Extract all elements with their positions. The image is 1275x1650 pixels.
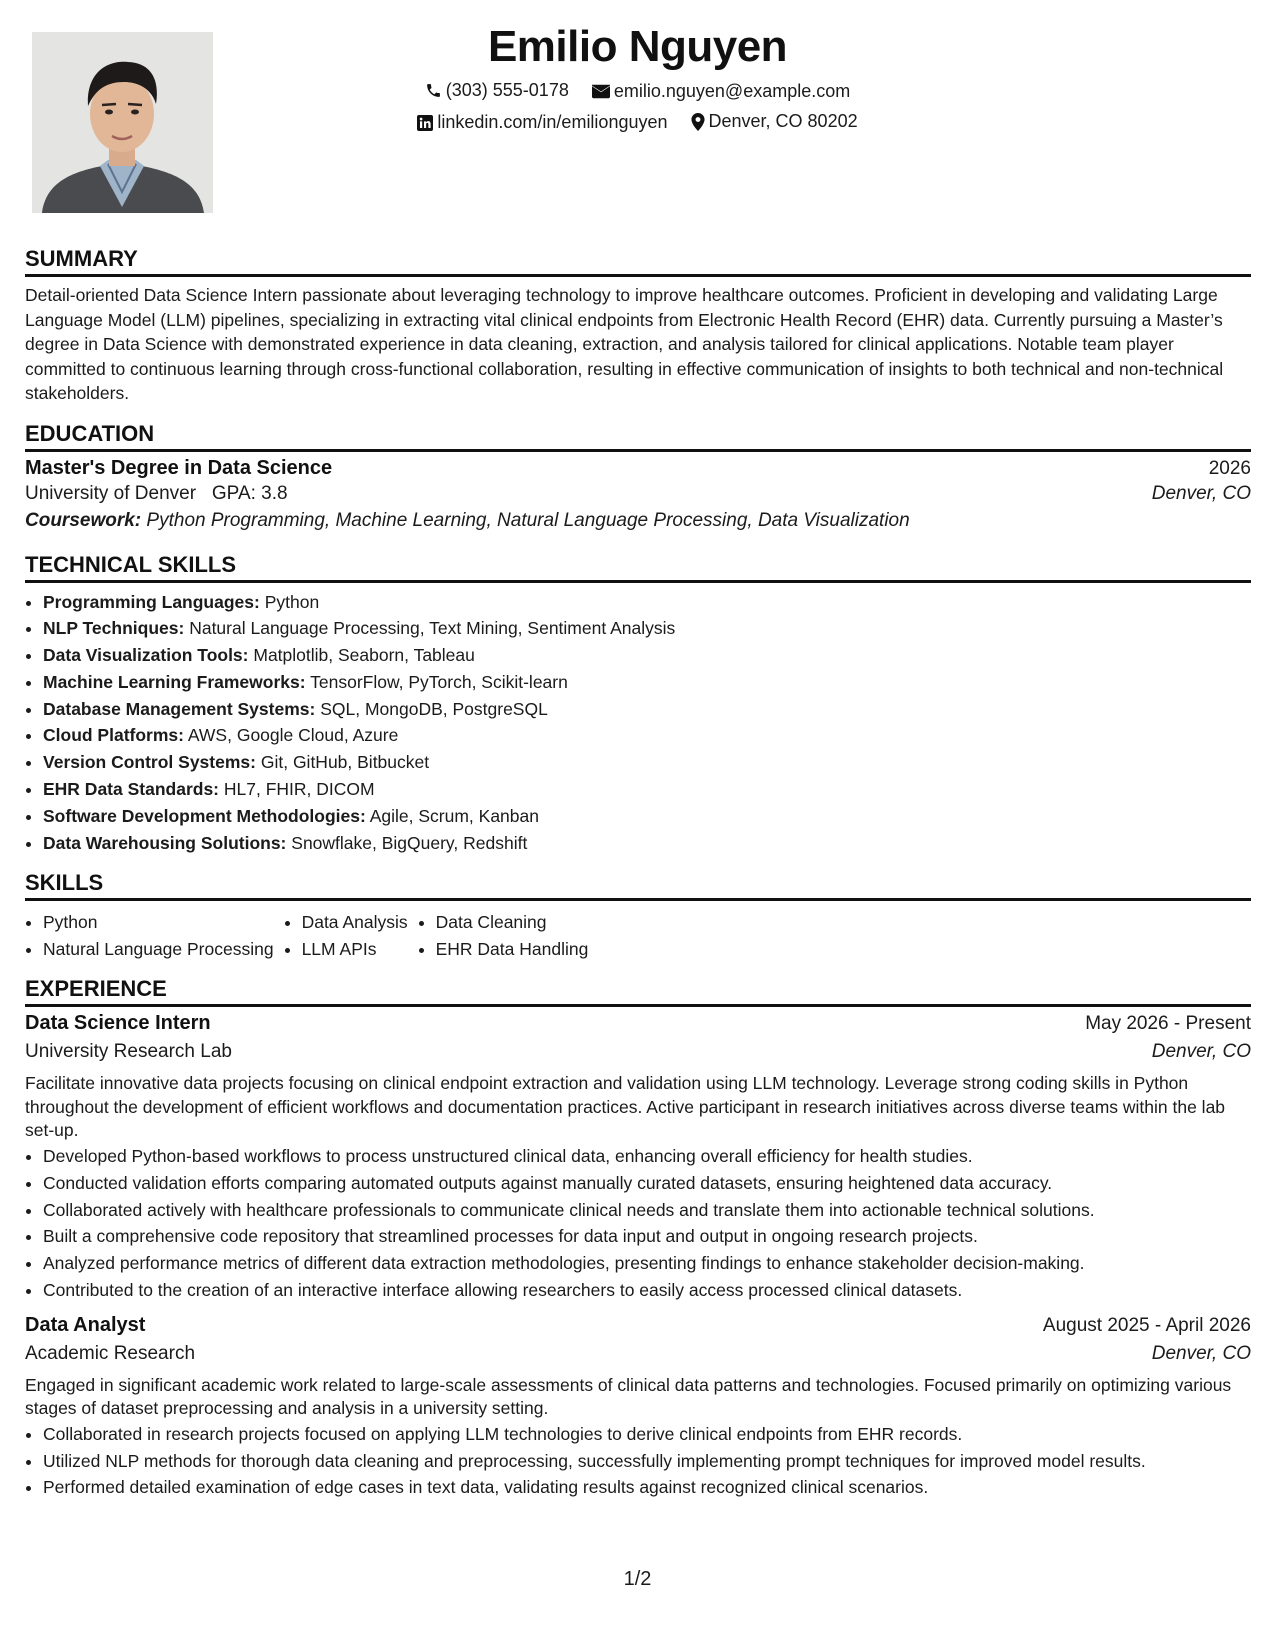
- experience-heading: EXPERIENCE: [25, 976, 167, 1002]
- list-item: • Collaborated actively with healthcare professionals to communicate clinical needs and translate them into actionable technical solutions.: [43, 1197, 1251, 1224]
- contact-line-1: [0, 80, 1275, 104]
- linkedin-url[interactable]: linkedin.com/in/emilionguyen: [437, 112, 668, 132]
- section-divider: [25, 1004, 1251, 1007]
- list-item: • Python: [43, 909, 274, 936]
- job-bullets: [25, 1421, 1251, 1501]
- list-item: • NLP Techniques: Natural Language Processing, Text Mining, Sentiment Analysis: [43, 615, 1251, 642]
- email-address[interactable]: emilio.nguyen@example.com: [613, 81, 851, 101]
- list-item: • Contributed to the creation of an interactive interface allowing researchers to easily access processed clinical datasets.: [43, 1277, 1251, 1304]
- list-item: • Developed Python-based workflows to process unstructured clinical data, enhancing overall efficiency for health studies.: [43, 1143, 1251, 1170]
- list-item: • Machine Learning Frameworks: TensorFlow, PyTorch, Scikit-learn: [43, 669, 1251, 696]
- skills-columns: [25, 909, 1251, 962]
- contact-line-2: [0, 111, 1275, 136]
- linkedin-icon: [417, 115, 433, 131]
- list-item: • Natural Language Processing: [43, 936, 274, 963]
- skills-section: [25, 870, 1251, 962]
- experience-section: [25, 976, 1251, 1501]
- summary-section: [25, 246, 1251, 406]
- page-number: 1/2: [623, 1568, 652, 1590]
- list-item: • Programming Languages: Python: [43, 589, 1251, 616]
- job-location: Denver, CO: [1151, 1041, 1251, 1063]
- job-bullets: [25, 1143, 1251, 1304]
- candidate-name: Emilio Nguyen: [487, 22, 788, 71]
- technical-skills-heading: TECHNICAL SKILLS: [25, 551, 237, 577]
- job-location: Denver, CO: [1151, 1342, 1251, 1364]
- gpa: GPA: 3.8: [211, 482, 288, 504]
- list-item: • Performed detailed examination of edge cases in text data, validating results against recognized clinical scenarios.: [43, 1474, 1251, 1501]
- list-item: • Data Analysis: [302, 909, 408, 936]
- list-item: • Collaborated in research projects focused on applying LLM technologies to derive clinical endpoints from EHR records.: [43, 1421, 1251, 1448]
- section-divider: [25, 449, 1251, 452]
- job-dates: August 2025 - April 2026: [1042, 1314, 1251, 1336]
- contact-email[interactable]: [592, 81, 850, 102]
- school-info: [25, 483, 288, 505]
- school-location: Denver, CO: [1151, 482, 1251, 504]
- coursework-label: Coursework:: [25, 509, 142, 531]
- coursework-list: Python Programming, Machine Learning, Natural Language Processing, Data Visualization: [146, 509, 910, 531]
- job-dates: May 2026 - Present: [1085, 1013, 1251, 1035]
- section-divider: [25, 898, 1251, 901]
- skills-column-2: [284, 909, 408, 962]
- job-title: Data Science Intern: [25, 1012, 211, 1035]
- job-title: Data Analyst: [25, 1313, 146, 1336]
- job-description: Facilitate innovative data projects focusing on clinical endpoint extraction and validation using LLM technology. Leverage strong coding skills in Python throughout the development of efficient workflows and documentation practices. Active participant in research initiatives across diverse teams within the lab set-up.: [25, 1073, 1226, 1141]
- section-divider: [25, 274, 1251, 277]
- technical-skills-list: [25, 589, 1251, 857]
- contact-location: [691, 111, 858, 132]
- contact-linkedin[interactable]: [417, 112, 667, 133]
- degree-title: Master's Degree in Data Science: [25, 456, 333, 479]
- summary-heading: SUMMARY: [25, 246, 138, 271]
- section-divider: [25, 580, 1251, 583]
- education-heading: EDUCATION: [25, 420, 155, 446]
- list-item: • Version Control Systems: Git, GitHub, Bitbucket: [43, 749, 1251, 776]
- job-entry: [25, 1012, 1251, 1303]
- phone-icon: [425, 82, 442, 99]
- list-item: • LLM APIs: [302, 936, 408, 963]
- envelope-icon: [592, 84, 610, 99]
- coursework: [25, 510, 1251, 532]
- list-item: • Software Development Methodologies: Agile, Scrum, Kanban: [43, 803, 1251, 830]
- job-organization: University Research Lab: [25, 1041, 232, 1063]
- contact-phone: [425, 80, 569, 101]
- job-entry: [25, 1314, 1251, 1501]
- job-description: Engaged in significant academic work related to large-scale assessments of clinical data patterns and technologies. Focused primarily on optimizing various stages of dataset preprocessing and analysis in a university setting.: [25, 1374, 1232, 1419]
- school-name: University of Denver: [25, 482, 197, 504]
- phone-number: (303) 555-0178: [445, 80, 569, 100]
- job-organization: Academic Research: [25, 1342, 196, 1364]
- list-item: • Conducted validation efforts comparing automated outputs against manually curated datasets, ensuring heightened data accuracy.: [43, 1170, 1251, 1197]
- list-item: • EHR Data Handling: [436, 936, 589, 963]
- list-item: • Utilized NLP methods for thorough data cleaning and preprocessing, successfully implementing prompt techniques for improved model results.: [43, 1448, 1251, 1475]
- list-item: • EHR Data Standards: HL7, FHIR, DICOM: [43, 776, 1251, 803]
- list-item: • Analyzed performance metrics of different data extraction methodologies, presenting findings to enhance stakeholder decision-making.: [43, 1250, 1251, 1277]
- map-pin-icon: [691, 113, 705, 131]
- education-section: [25, 421, 1251, 532]
- skills-column-1: [25, 909, 274, 962]
- list-item: • Cloud Platforms: AWS, Google Cloud, Azure: [43, 722, 1251, 749]
- summary-text: Detail-oriented Data Science Intern passionate about leveraging technology to improve healthcare outcomes. Proficient in developing and validating Large Language Model (LLM) pipelines, specializing in extracting vital clinical endpoints from Electronic Health Record (EHR) data. Currently pursuing a Master’s degree in Data Science with demonstrated experience in data cleaning, extraction, and analysis tailored for clinical applications. Notable team player committed to continuous learning through cross-functional collaboration, resulting in effective communication of insights to both technical and non-technical stakeholders.: [25, 285, 1224, 403]
- graduation-year: 2026: [1208, 457, 1251, 479]
- technical-skills-section: [25, 552, 1251, 857]
- skills-heading: SKILLS: [25, 870, 104, 896]
- list-item: • Data Warehousing Solutions: Snowflake, BigQuery, Redshift: [43, 830, 1251, 857]
- list-item: • Built a comprehensive code repository that streamlined processes for data input and output in ongoing research projects.: [43, 1223, 1251, 1250]
- location-text: Denver, CO 80202: [708, 111, 858, 131]
- list-item: • Data Cleaning: [436, 909, 589, 936]
- skills-column-3: [418, 909, 589, 962]
- list-item: • Database Management Systems: SQL, MongoDB, PostgreSQL: [43, 696, 1251, 723]
- resume-content: [25, 246, 1251, 1501]
- list-item: • Data Visualization Tools: Matplotlib, Seaborn, Tableau: [43, 642, 1251, 669]
